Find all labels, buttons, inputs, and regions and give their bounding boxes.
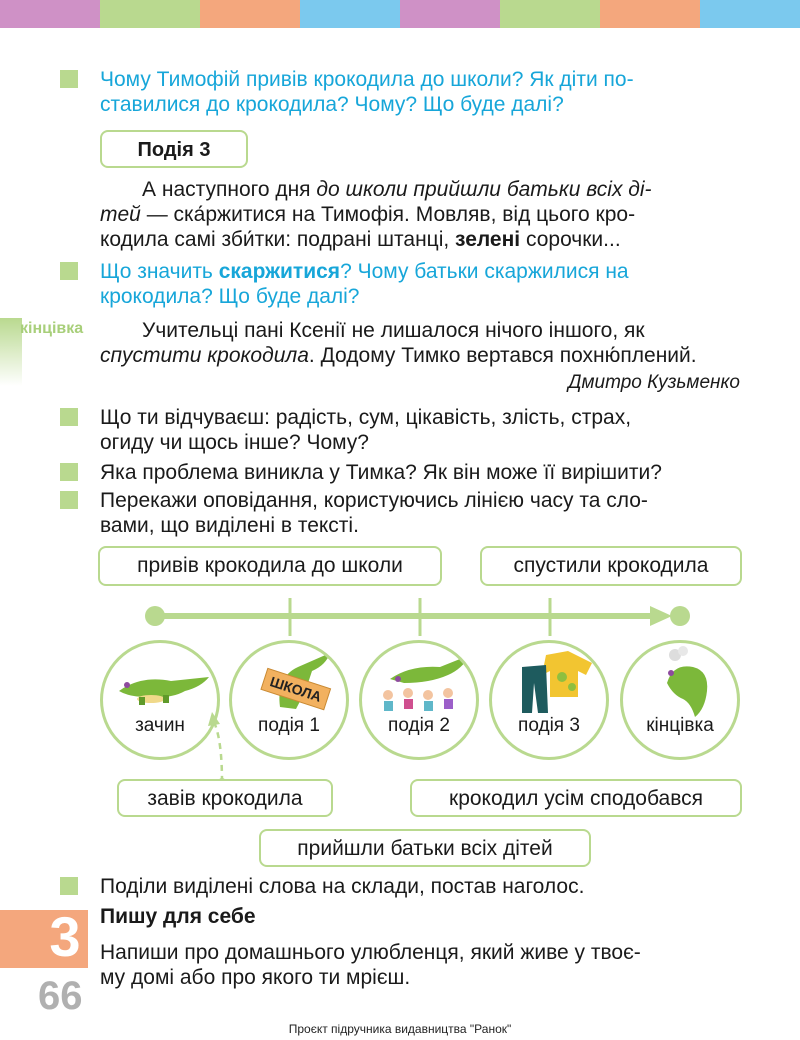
circle-label: подія 1 <box>258 715 320 736</box>
dashed-arrow <box>200 700 250 785</box>
chapter-number: 3 <box>49 905 81 968</box>
timeline-keyword-top-left: привів крокодила до школи <box>98 546 442 586</box>
task-square-icon <box>60 877 78 895</box>
question-4: Яка проблема виникла у Тимка? Як він може її вирішити? <box>100 461 662 484</box>
question-2: Що значить скаржитися? Чому батьки скаржилися на крокодила? Що буде далі? <box>100 260 629 308</box>
crocodile-hands-icon <box>370 649 474 719</box>
timeline-circle-ending <box>620 640 740 760</box>
circle-label: подія 3 <box>518 715 580 736</box>
crocodile-school-icon <box>240 647 344 717</box>
circle-label: зачин <box>135 715 185 736</box>
story-paragraph-1: А наступного дня до школи прийшли батьки всіх ді- тей — ска́ржитися на Тимофія. Мовляв, від цього кро- кодила самі зби́тки: подрані штанці, зелені сорочки... <box>100 178 652 251</box>
timeline-keyword-bottom-right: крокодил усім сподобався <box>410 779 742 817</box>
timeline-keyword-top-right: спустили крокодила <box>480 546 742 586</box>
question-1: Чому Тимофій привів крокодила до школи? Як діти по- ставилися до крокодила? Чому? Що буде далі? <box>100 68 634 116</box>
school-sign-text: ШКОЛА <box>268 673 324 705</box>
task-square-icon <box>60 408 78 426</box>
timeline-keyword-bottom-left: завів крокодила <box>117 779 333 817</box>
timeline-circle-event-2 <box>359 640 479 760</box>
task-square-icon <box>60 463 78 481</box>
timeline-keyword-bottom-center: прийшли батьки всіх дітей <box>259 829 591 867</box>
author-name: Дмитро Кузьменко <box>568 372 740 393</box>
question-5: Перекажи оповідання, користуючись лінією часу та сло- вами, що виділені в тексті. <box>100 489 648 537</box>
circle-label: подія 2 <box>388 715 450 736</box>
question-3: Що ти відчуваєш: радість, сум, цікавість, злість, страх, огиду чи щось інше? Чому? <box>100 406 632 454</box>
page-number: 66 <box>38 974 83 1018</box>
question-6: Поділи виділені слова на склади, постав наголос. <box>100 875 585 898</box>
deflated-crocodile-icon <box>637 643 733 719</box>
side-marker <box>0 318 22 386</box>
write-task: Напиши про домашнього улюбленця, який живе у твоє- му домі або про якого ти мрієш. <box>100 941 641 989</box>
circle-label: кінцівка <box>646 715 714 736</box>
event-3-label: Подія 3 <box>100 130 248 168</box>
write-section-title: Пишу для себе <box>100 905 256 928</box>
task-square-icon <box>60 70 78 88</box>
ending-side-label: кінцівка <box>20 320 84 337</box>
task-square-icon <box>60 262 78 280</box>
story-paragraph-2: Учительці пані Ксенії не лишалося нічого іншого, як спустити крокодила. Додому Тимко вертався похню́плений. <box>100 319 697 367</box>
task-square-icon <box>60 491 78 509</box>
footer-note: Проєкт підручника видавництва "Ранок" <box>288 1022 512 1036</box>
timeline-circle-event-3 <box>489 640 609 760</box>
torn-clothes-icon <box>506 647 602 719</box>
